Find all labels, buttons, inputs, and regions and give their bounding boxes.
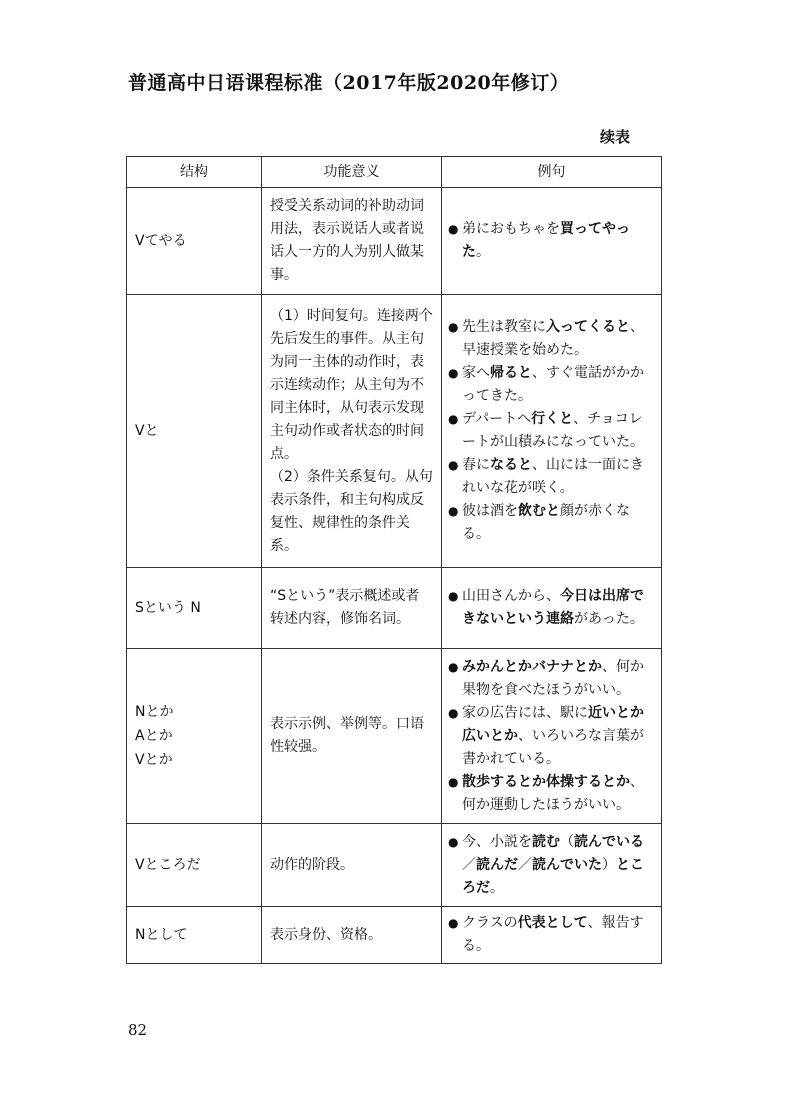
structure-pattern: Vところだ: [135, 856, 201, 873]
example-sentence: [448, 362, 655, 408]
continued-table-label: 续表: [600, 128, 631, 146]
example-keyword: ところだ: [462, 856, 644, 896]
example-keyword: 読んでいる: [574, 833, 644, 850]
example-text: 。: [490, 879, 504, 896]
meaning-text: （1）时间复句。连接两个先后发生的事件。从主句为同一主体的动作时，表示连续动作；从主句为不同主体时，从句表示发现主句动作或者状态的时间点。: [270, 307, 433, 462]
example-sentence: [448, 500, 655, 546]
example-sentence: [448, 408, 655, 454]
table-row: [127, 568, 662, 649]
example-keyword: 読んだ: [476, 856, 518, 873]
example-sentence: [448, 585, 655, 631]
example-text: 先生は教室に: [462, 319, 546, 335]
meaning-text: “Sという”表示概述或者转述内容，修饰名词。: [270, 588, 420, 627]
example-keyword: 帰ると: [490, 365, 532, 381]
example-text: 、報告する。: [462, 915, 644, 954]
bullet-icon: ●: [448, 916, 459, 930]
bullet-icon: ●: [448, 589, 459, 603]
example-text: （: [560, 833, 574, 850]
examples-cell: [442, 568, 662, 649]
bullet-icon: ●: [448, 705, 459, 720]
example-keyword: 散歩するとか体操するとか: [462, 773, 630, 790]
bullet-icon: ●: [448, 774, 459, 789]
example-sentence: [448, 771, 655, 817]
bullet-icon: ●: [448, 412, 459, 426]
example-text: 、早速授業を始めた。: [462, 319, 644, 358]
example-keyword: なると: [490, 457, 532, 473]
bullet-icon: ●: [448, 659, 459, 674]
example-keyword: 読む: [532, 833, 560, 850]
example-text: 弟におもちゃを: [462, 221, 560, 237]
example-text: があった。: [574, 611, 644, 627]
example-sentence: [448, 831, 655, 900]
structure-pattern: Sという N: [135, 599, 201, 616]
column-header-meaning: 功能意义: [262, 157, 442, 188]
examples-cell: [442, 295, 662, 568]
example-keyword: 入ってくると: [546, 319, 630, 335]
example-text: 、いろいろな言葉が書かれている。: [462, 727, 644, 767]
example-sentence: [448, 702, 655, 771]
structure-pattern: Nとして: [135, 926, 188, 943]
bullet-icon: ●: [448, 458, 459, 472]
example-keyword: 代表として: [517, 915, 588, 931]
meaning-cell: [262, 907, 442, 964]
example-text: 春に: [462, 457, 490, 473]
examples-cell: [442, 188, 662, 295]
examples-cell: [442, 649, 662, 824]
example-text: 山田さんから、: [462, 588, 560, 604]
bullet-icon: ●: [448, 366, 459, 380]
example-sentence: [448, 912, 655, 958]
table-row: [127, 907, 662, 964]
example-text: クラスの: [462, 915, 518, 931]
bullet-icon: ●: [448, 222, 459, 236]
table-row: [127, 824, 662, 907]
example-keyword: 読んでいた: [532, 856, 602, 873]
structure-cell: [127, 649, 262, 824]
meaning-text: 动作的阶段。: [270, 856, 354, 873]
examples-cell: [442, 907, 662, 964]
page-number: 82: [128, 1021, 148, 1039]
example-sentence: [448, 316, 655, 362]
example-keyword: みかんとかバナナとか: [462, 658, 602, 675]
example-text: 、何か果物を食べたほうがいい。: [462, 658, 644, 698]
example-text: 、チョコレートが山積みになっていた。: [462, 411, 644, 450]
example-text: 彼は酒を: [462, 503, 518, 519]
meaning-text: 授受关系动词的补助动词用法，表示说话人或者说话人一方的人为别人做某事。: [270, 198, 424, 283]
table-row: [127, 295, 662, 568]
example-text: 家へ: [462, 365, 490, 381]
column-header-examples: 例句: [442, 157, 662, 188]
example-text: 。: [476, 244, 490, 260]
example-keyword: 近いとか広いとか: [462, 704, 644, 744]
meaning-text: （2）条件关系复句。从句表示条件，和主句构成反复性、规律性的条件关系。: [270, 468, 433, 554]
example-keyword: 行くと: [531, 411, 574, 427]
examples-cell: [442, 824, 662, 907]
structure-cell: [127, 295, 262, 568]
example-keyword: 飲むと: [518, 503, 560, 519]
meaning-cell: [262, 568, 442, 649]
grammar-table: [126, 156, 662, 964]
page-header-title: 普通高中日语课程标准（2017年版2020年修订）: [128, 72, 570, 94]
structure-pattern: Vとか: [135, 752, 173, 768]
column-header-structure: 结构: [127, 157, 262, 188]
meaning-text: 表示身份、资格。: [270, 926, 382, 943]
meaning-cell: [262, 649, 442, 824]
bullet-icon: ●: [448, 504, 459, 518]
example-text: ／: [462, 856, 476, 873]
structure-pattern: Aとか: [135, 728, 173, 744]
meaning-text: 表示示例、举例等。口语性较强。: [270, 716, 424, 755]
structure-pattern: Vと: [135, 422, 159, 439]
example-text: 、何か運動したほうがいい。: [462, 773, 644, 813]
example-text: 、山には一面にきれいな花が咲く。: [462, 457, 644, 496]
example-text: ／: [518, 856, 532, 873]
bullet-icon: ●: [448, 320, 459, 334]
example-text: 今、小説を: [462, 833, 532, 850]
meaning-cell: [262, 188, 442, 295]
structure-cell: [127, 568, 262, 649]
table-row: [127, 188, 662, 295]
example-keyword: 買ってやった: [462, 221, 630, 260]
meaning-cell: [262, 824, 442, 907]
example-text: デパートへ: [462, 411, 532, 427]
example-keyword: 今日は出席できないという連絡: [462, 588, 644, 627]
example-sentence: [448, 454, 655, 500]
bullet-icon: ●: [448, 834, 459, 849]
structure-cell: [127, 907, 262, 964]
example-text: 、すぐ電話がかかってきた。: [462, 365, 644, 404]
meaning-cell: [262, 295, 442, 568]
example-text: ）: [602, 856, 616, 873]
example-text: 顔が赤くなる。: [462, 503, 630, 542]
example-sentence: [448, 218, 655, 264]
structure-pattern: Vてやる: [135, 232, 187, 249]
table-row: [127, 649, 662, 824]
example-sentence: [448, 656, 655, 702]
table-header-row: [127, 157, 662, 188]
structure-cell: [127, 188, 262, 295]
structure-cell: [127, 824, 262, 907]
example-text: 家の広告には、駅に: [462, 704, 588, 721]
structure-pattern: Nとか: [135, 704, 174, 720]
